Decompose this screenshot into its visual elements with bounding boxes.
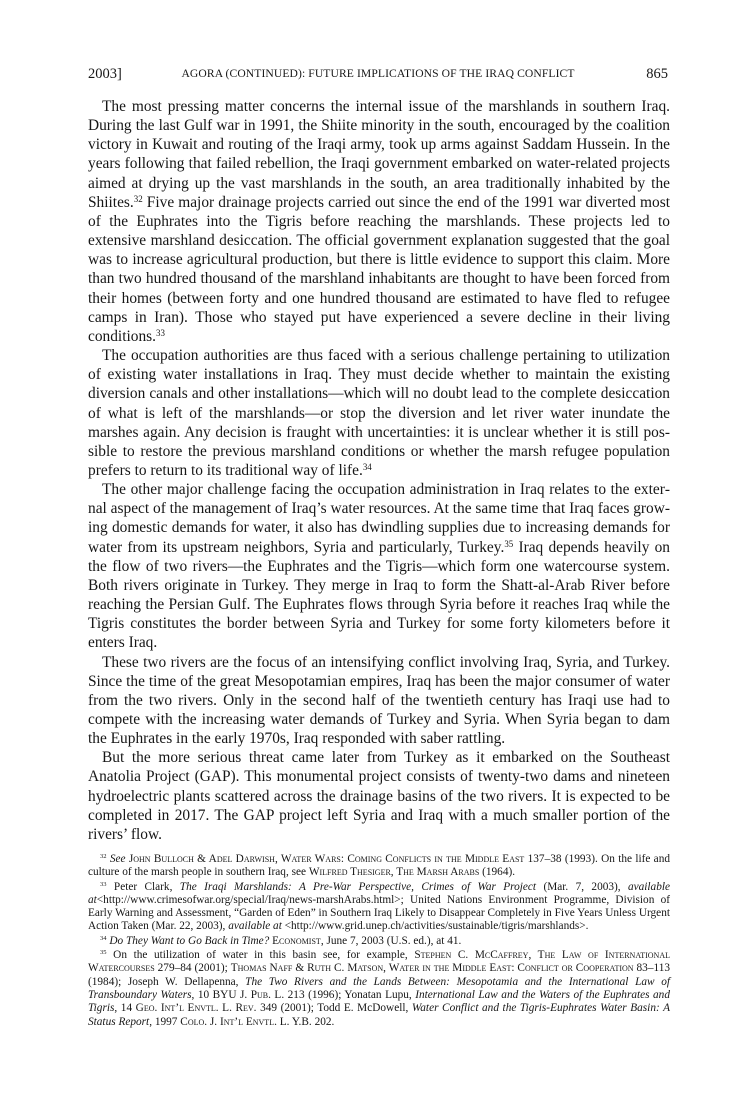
text-run: 202. xyxy=(311,1015,335,1028)
footnote-35 xyxy=(88,949,670,1029)
text-run: <http://www.crimesofwar.org/special/Iraq/news-marshArabs.html>; United Nations Environment Programme, Division of Early Warning and Assessment, “Garden of Eden” in Southern Iraq Likely to Disappear Completely in Five Years Unless Urgent Action Taken (Mar. 22, 2003), xyxy=(88,893,670,933)
footnote-marker: 34 xyxy=(100,935,107,943)
text-run: The most pressing matter concerns the internal issue of the marshlands in southern Iraq. During the last Gulf war in 1991, the Shiite minority in the south, encouraged by the coalition victory in Kuwait and routing of the Iraqi army, took up arms against Saddam Hussein. In the years following that failed rebellion, the Iraqi government embarked on water-related projects aimed at drying up the vast marshlands in the south, an area traditionally inhabited by the Shiites. xyxy=(88,98,670,211)
text-run: On the utilization of water in this basin see, for example, xyxy=(106,949,415,962)
footnote-marker: 33 xyxy=(155,327,165,338)
text-run: Stephen C. McCaffrey, The Law of International Watercourses xyxy=(88,949,670,975)
running-header xyxy=(88,64,668,84)
text-run: These two rivers are the focus of an intensifying conflict involving Iraq, Syria, and Turkey. Since the time of the great Mesopotamian empires, Iraq has been the major consumer of water from the two rivers. Only in the second half of the twentieth century has Iraqi use had to compete with the increasing water demands of Turkey and Syria. When Syria began to dam the Euphrates in the early 1970s, Iraq responded with saber rattling. xyxy=(88,653,670,748)
text-run: (Mar. 7, 2003), xyxy=(536,880,628,893)
text-run: available at xyxy=(88,880,671,906)
body-text xyxy=(88,97,670,844)
text-run: The Two Rivers and the Lands Between: Mesopotamia and the International Law of Transboundary Waters xyxy=(88,975,671,1001)
text-run: Peter Clark, xyxy=(106,880,180,893)
text-run: 213 (1996); Yonatan Lupu, xyxy=(284,988,416,1001)
text-run: 137–38 (1993). On the life and culture of the marsh people in southern Iraq, see xyxy=(88,853,670,879)
footnote-marker: 35 xyxy=(100,949,107,957)
text-run: But the more serious threat came later from Turkey as it embarked on the Southeast Anatolia Project (GAP). This monumental project consists of twenty-two dams and nineteen hydroelectric plants scattered across the drainage basins of the two rivers. It is expected to be completed in 2017. The GAP project left Syria and Iraq with a much smaller portion of the rivers’ flow. xyxy=(88,749,670,843)
text-run: Five major drainage projects carried out since the end of the 1991 war diverted most of the Euphrates into the Tigris before reaching the marshlands. These projects led to extensive marshland desiccation. The official government explanation suggested that the goal was to increase agricultural production, but there is little evidence to support this claim. More than two hundred thousand of the marshland inhabitants are thought to have been forced from their homes (between forty and one hundred thousand are estimated to have fled to refugee camps in Iran). Those who stayed put have experienced a severe decline in their living conditions. xyxy=(88,193,670,345)
text-run: See xyxy=(109,853,126,865)
footnote-34 xyxy=(88,935,670,948)
footnote-marker: 33 xyxy=(100,881,107,888)
text-run: Colo. J. Int’l Envtl. L. Y.B. xyxy=(180,1015,312,1028)
page-number: 865 xyxy=(646,66,668,82)
text-run: Wilfred Thesiger, The Marsh Arabs xyxy=(308,866,480,879)
text-run: Thomas Naff & Ruth C. Matson, Water in the Middle East: Conflict or Cooperation xyxy=(230,962,634,975)
text-run: International Law and the Waters of the Euphrates and Tigris xyxy=(88,988,670,1015)
footnote-33 xyxy=(88,881,670,934)
text-run: 279–84 (2001); xyxy=(154,962,231,975)
paragraph xyxy=(88,480,670,652)
footnote-32 xyxy=(88,853,670,880)
volume-year: 2003] xyxy=(88,66,122,82)
text-run: Geo. Int’l Envtl. L. Rev. xyxy=(135,1002,257,1015)
running-title: AGORA (CONTINUED): FUTURE IMPLICATIONS OF THE IRAQ CONFLICT xyxy=(181,67,575,80)
paragraph xyxy=(88,748,670,844)
footnotes xyxy=(88,853,670,1029)
text-run: 349 (2001); Todd E. McDowell, xyxy=(256,1002,412,1015)
footnote-marker: 35 xyxy=(504,538,514,549)
text-run: Iraq depends heavily on the flow of two rivers—the Euphrates and the Tigris—which form one watercourse system. Both rivers originate in Turkey. They merge in Iraq to form the Shatt-al-Arab River before reaching the Persian Gulf. The Euphrates flows through Syria before it reaches Iraq while the Tigris constitutes the border between Syria and Turkey for some forty kilometers before it enters Iraq. xyxy=(88,538,671,652)
text-run: <http://www.grid.unep.ch/activities/sustainable/tigris/marshlands>. xyxy=(281,920,589,933)
text-run: , 14 xyxy=(114,1002,136,1015)
text-run: The occupation authorities are thus faced with a serious challenge pertaining to utilization of existing water installations in Iraq. They must decide whether to maintain the existing diversion canals and other installations—which will no doubt lead to the complete desiccation of what is left of the marshlands—or stop the diversion and let river water inundate the marshes again. Any decision is fraught with uncertainties: it is unclear whether it is still possible to restore the previous marshland conditions or whether the marsh refugee population prefers to return to its traditional way of life. xyxy=(88,347,670,479)
text-run: 83–113 (1984); Joseph W. Dellapenna, xyxy=(88,962,671,988)
text-run: Do They Want to Go Back in Time? xyxy=(109,934,270,947)
text-run: Water Conflict and the Tigris-Euphrates Water Basin: A Status Report xyxy=(88,1002,671,1028)
text-run: , 1997 xyxy=(149,1015,181,1028)
text-run: John Bulloch & Adel Darwish, Water Wars: Coming Conflicts in the Middle East xyxy=(128,853,525,865)
text-run: The Iraqi Marshlands: A Pre-War Perspective, Crimes of War Project xyxy=(179,880,537,893)
text-run: Pub. L. xyxy=(250,988,285,1001)
text-run: (1964). xyxy=(479,866,516,879)
paragraph xyxy=(88,97,670,346)
footnote-marker: 32 xyxy=(100,853,107,861)
text-run: Economist xyxy=(272,934,321,947)
text-run: available at xyxy=(228,920,282,933)
text-run: , 10 BYU J. xyxy=(191,988,251,1001)
footnote-marker: 32 xyxy=(133,193,143,204)
footnote-marker: 34 xyxy=(362,462,372,473)
text-run: The other major challenge facing the occupation administration in Iraq relates to the external aspect of the management of Iraq’s water resources. At the same time that Iraq faces growing domestic demands for water, it also has dwindling supplies due to increasing demands for water from its upstream neighbors, Syria and particularly, Turkey. xyxy=(88,481,670,556)
paragraph xyxy=(88,653,670,749)
paragraph xyxy=(88,346,670,480)
text-run: , June 7, 2003 (U.S. ed.), at 41. xyxy=(320,934,462,947)
